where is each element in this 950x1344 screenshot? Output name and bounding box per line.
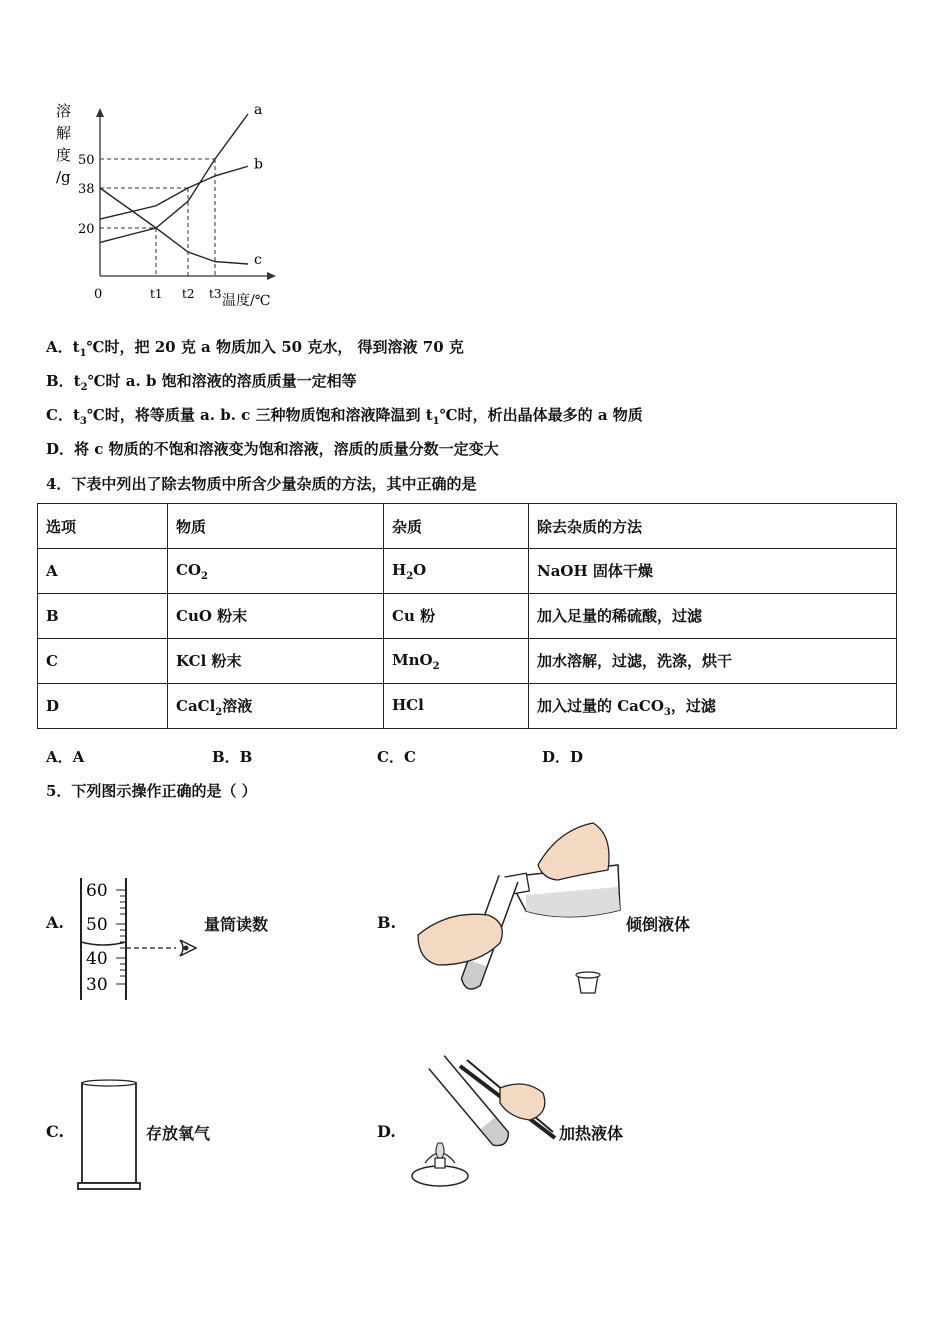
header-cell: 杂质 bbox=[384, 504, 529, 549]
q4-answer-a: A．A bbox=[46, 748, 85, 766]
chart-xlabel: 温度/℃ bbox=[222, 293, 271, 309]
table-row bbox=[38, 594, 897, 639]
curve-b bbox=[100, 166, 248, 219]
table-row bbox=[38, 684, 897, 729]
curve-label: a bbox=[254, 102, 263, 118]
option-cell: B bbox=[38, 594, 168, 639]
y-tick-label: 50 bbox=[78, 153, 95, 168]
chart-ylabel: 溶解度/g bbox=[56, 102, 72, 186]
q5-option-c-letter: C. bbox=[46, 1122, 65, 1141]
cylinder-scale-label: 60 bbox=[86, 881, 108, 901]
header-cell: 物质 bbox=[168, 504, 384, 549]
curve-label: b bbox=[254, 156, 263, 173]
q4-table bbox=[37, 503, 897, 729]
q3-option-c: C．$t_3℃$时，将等质量 a. b. c 三种物质饱和溶液降温到 $t_1℃$时，析出晶体最多的 a 物质 bbox=[46, 406, 643, 427]
cylinder-scale-label: 50 bbox=[86, 915, 108, 935]
q4-answer-c: C．C bbox=[377, 748, 416, 766]
y-tick-label: 38 bbox=[78, 182, 95, 197]
curve-a bbox=[100, 114, 248, 242]
cylinder-scale-label: 30 bbox=[86, 975, 108, 995]
cylinder-scale-label: 40 bbox=[86, 949, 108, 969]
table-header-row bbox=[38, 504, 897, 549]
method-cell: 加水溶解，过滤，洗涤，烘干 bbox=[529, 639, 897, 684]
curve-c bbox=[100, 188, 248, 264]
substance-cell: $CO_2$ bbox=[168, 549, 384, 594]
substance-cell: KCl 粉末 bbox=[168, 639, 384, 684]
y-tick-label: 20 bbox=[78, 222, 95, 237]
x-axis-arrow bbox=[267, 272, 276, 280]
q4-stem: 4．下表中列出了除去物质中所含少量杂质的方法，其中正确的是 bbox=[46, 475, 477, 493]
q5-option-a-letter: A. bbox=[46, 913, 64, 932]
q4-answer-d: D．D bbox=[542, 748, 584, 766]
x-tick-label: t3 bbox=[209, 287, 222, 301]
chart-origin-label: 0 bbox=[94, 287, 103, 302]
q3-option-b: B．$t_2℃$时 a. b 饱和溶液的溶质质量一定相等 bbox=[46, 372, 357, 393]
graduated-cylinder-illustration bbox=[76, 876, 206, 1004]
impurity-cell: MnO$_2$ bbox=[384, 639, 529, 684]
method-cell: NaOH 固体干燥 bbox=[529, 549, 897, 594]
table-row bbox=[38, 549, 897, 594]
option-cell: D bbox=[38, 684, 168, 729]
q5-option-b-caption: 倾倒液体 bbox=[626, 915, 691, 934]
impurity-cell: HCl bbox=[384, 684, 529, 729]
solubility-chart bbox=[50, 100, 290, 315]
q5-option-d-letter: D. bbox=[377, 1122, 396, 1141]
method-cell: 加入足量的稀硫酸，过滤 bbox=[529, 594, 897, 639]
impurity-cell: $H_2O$ bbox=[384, 549, 529, 594]
header-cell: 选项 bbox=[38, 504, 168, 549]
q5-option-b-letter: B. bbox=[377, 913, 397, 932]
q5-option-a-caption: 量筒读数 bbox=[204, 915, 269, 934]
pouring-liquid-illustration bbox=[408, 815, 628, 1005]
heating-liquid-illustration bbox=[405, 1048, 560, 1193]
q5-stem: 5．下列图示操作正确的是（ ） bbox=[46, 782, 257, 800]
x-tick-label: t1 bbox=[150, 287, 163, 301]
table-row bbox=[38, 639, 897, 684]
substance-cell: CuO 粉末 bbox=[168, 594, 384, 639]
substance-cell: CaCl$_2$溶液 bbox=[168, 684, 384, 729]
x-tick-label: t2 bbox=[182, 287, 195, 301]
curve-label: c bbox=[254, 252, 262, 268]
option-cell: C bbox=[38, 639, 168, 684]
q3-option-a: A．$t_1℃$时，把 20 克 a 物质加入 50 克水， 得到溶液 70 克 bbox=[46, 338, 464, 359]
gas-jar-illustration bbox=[76, 1075, 146, 1195]
q5-option-c-caption: 存放氧气 bbox=[146, 1124, 211, 1143]
y-axis-arrow bbox=[96, 108, 104, 117]
impurity-cell: Cu 粉 bbox=[384, 594, 529, 639]
q4-answer-b: B．B bbox=[212, 748, 253, 766]
option-cell: A bbox=[38, 549, 168, 594]
q5-option-d-caption: 加热液体 bbox=[559, 1124, 624, 1143]
header-cell: 除去杂质的方法 bbox=[529, 504, 897, 549]
method-cell: 加入过量的 CaCO$_3$，过滤 bbox=[529, 684, 897, 729]
q3-option-d: D．将 c 物质的不饱和溶液变为饱和溶液，溶质的质量分数一定变大 bbox=[46, 440, 499, 458]
